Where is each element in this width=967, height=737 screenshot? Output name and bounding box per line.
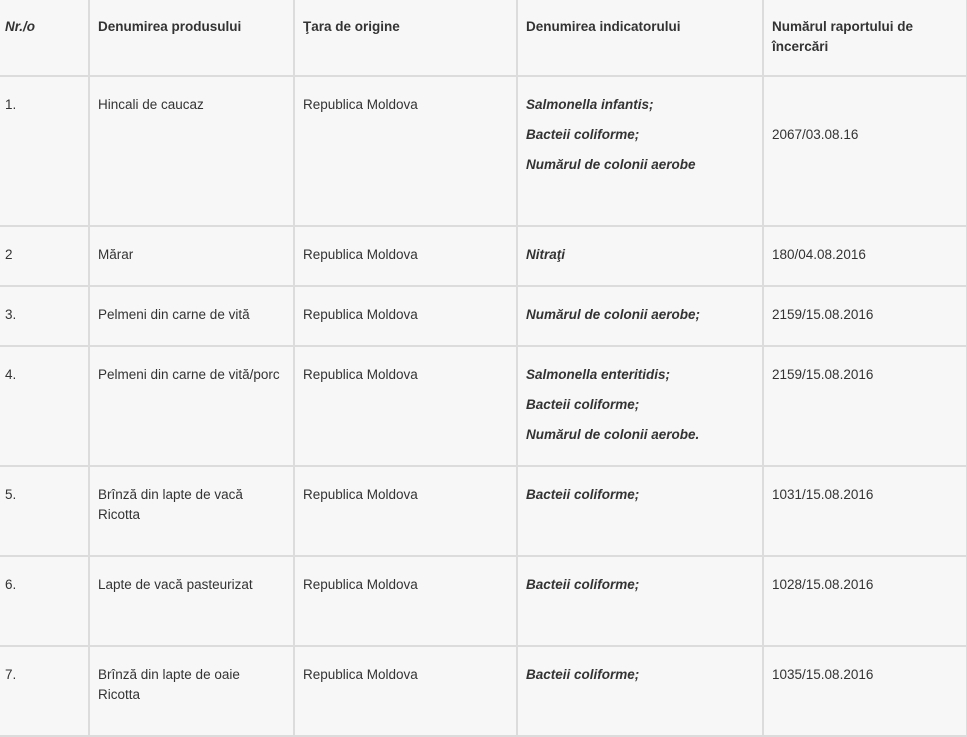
table-row [0, 226, 967, 286]
row-report: 180/04.08.2016 [763, 226, 967, 286]
row-nr: 1. [0, 76, 89, 226]
row-indicators [517, 226, 763, 286]
row-country: Republica Moldova [294, 76, 517, 226]
table-row [0, 76, 967, 226]
row-country: Republica Moldova [294, 556, 517, 646]
indicator-item: Numărul de colonii aerobe. [526, 427, 700, 442]
row-indicators [517, 466, 763, 556]
row-indicators [517, 556, 763, 646]
row-nr: 7. [0, 646, 89, 736]
indicator-item: Bacteii coliforme; [526, 667, 640, 682]
header-product: Denumirea produsului [89, 0, 294, 76]
row-nr: 5. [0, 466, 89, 556]
table-row [0, 646, 967, 736]
indicator-item: Bacteii coliforme; [526, 577, 640, 592]
indicator-item: Salmonella enteritidis; [526, 367, 671, 382]
row-product: Brînză din lapte de vacă Ricotta [89, 466, 294, 556]
indicator-item: Numărul de colonii aerobe [526, 157, 696, 172]
header-nr: Nr./o [0, 0, 89, 76]
row-product: Lapte de vacă pasteurizat [89, 556, 294, 646]
row-indicators [517, 286, 763, 346]
row-nr: 2 [0, 226, 89, 286]
header-report: Numărul raportului de încercări [763, 0, 967, 76]
indicator-item: Salmonella infantis; [526, 97, 654, 112]
row-product: Pelmeni din carne de vită/porc [89, 346, 294, 466]
row-indicators [517, 646, 763, 736]
indicator-item: Bacteii coliforme; [526, 397, 640, 412]
row-product: Mărar [89, 226, 294, 286]
row-nr: 3. [0, 286, 89, 346]
row-country: Republica Moldova [294, 646, 517, 736]
row-indicators [517, 76, 763, 226]
row-product: Hincali de caucaz [89, 76, 294, 226]
row-product: Pelmeni din carne de vită [89, 286, 294, 346]
row-nr: 4. [0, 346, 89, 466]
row-report: 2067/03.08.16 [763, 76, 967, 226]
row-product: Brînză din lapte de oaie Ricotta [89, 646, 294, 736]
row-report: 2159/15.08.2016 [763, 286, 967, 346]
indicator-item: Bacteii coliforme; [526, 127, 640, 142]
header-indicator: Denumirea indicatorului [517, 0, 763, 76]
table-row [0, 556, 967, 646]
row-country: Republica Moldova [294, 286, 517, 346]
header-country: Ţara de origine [294, 0, 517, 76]
row-report: 2159/15.08.2016 [763, 346, 967, 466]
row-country: Republica Moldova [294, 466, 517, 556]
indicator-item: Numărul de colonii aerobe; [526, 307, 701, 322]
row-nr: 6. [0, 556, 89, 646]
row-country: Republica Moldova [294, 346, 517, 466]
row-report: 1031/15.08.2016 [763, 466, 967, 556]
row-report: 1035/15.08.2016 [763, 646, 967, 736]
row-report: 1028/15.08.2016 [763, 556, 967, 646]
table-header-row [0, 0, 967, 76]
row-country: Republica Moldova [294, 226, 517, 286]
indicator-item: Nitraţi [526, 247, 566, 262]
row-indicators [517, 346, 763, 466]
table-row [0, 346, 967, 466]
table-row [0, 466, 967, 556]
indicator-item: Bacteii coliforme; [526, 487, 640, 502]
table-row [0, 286, 967, 346]
